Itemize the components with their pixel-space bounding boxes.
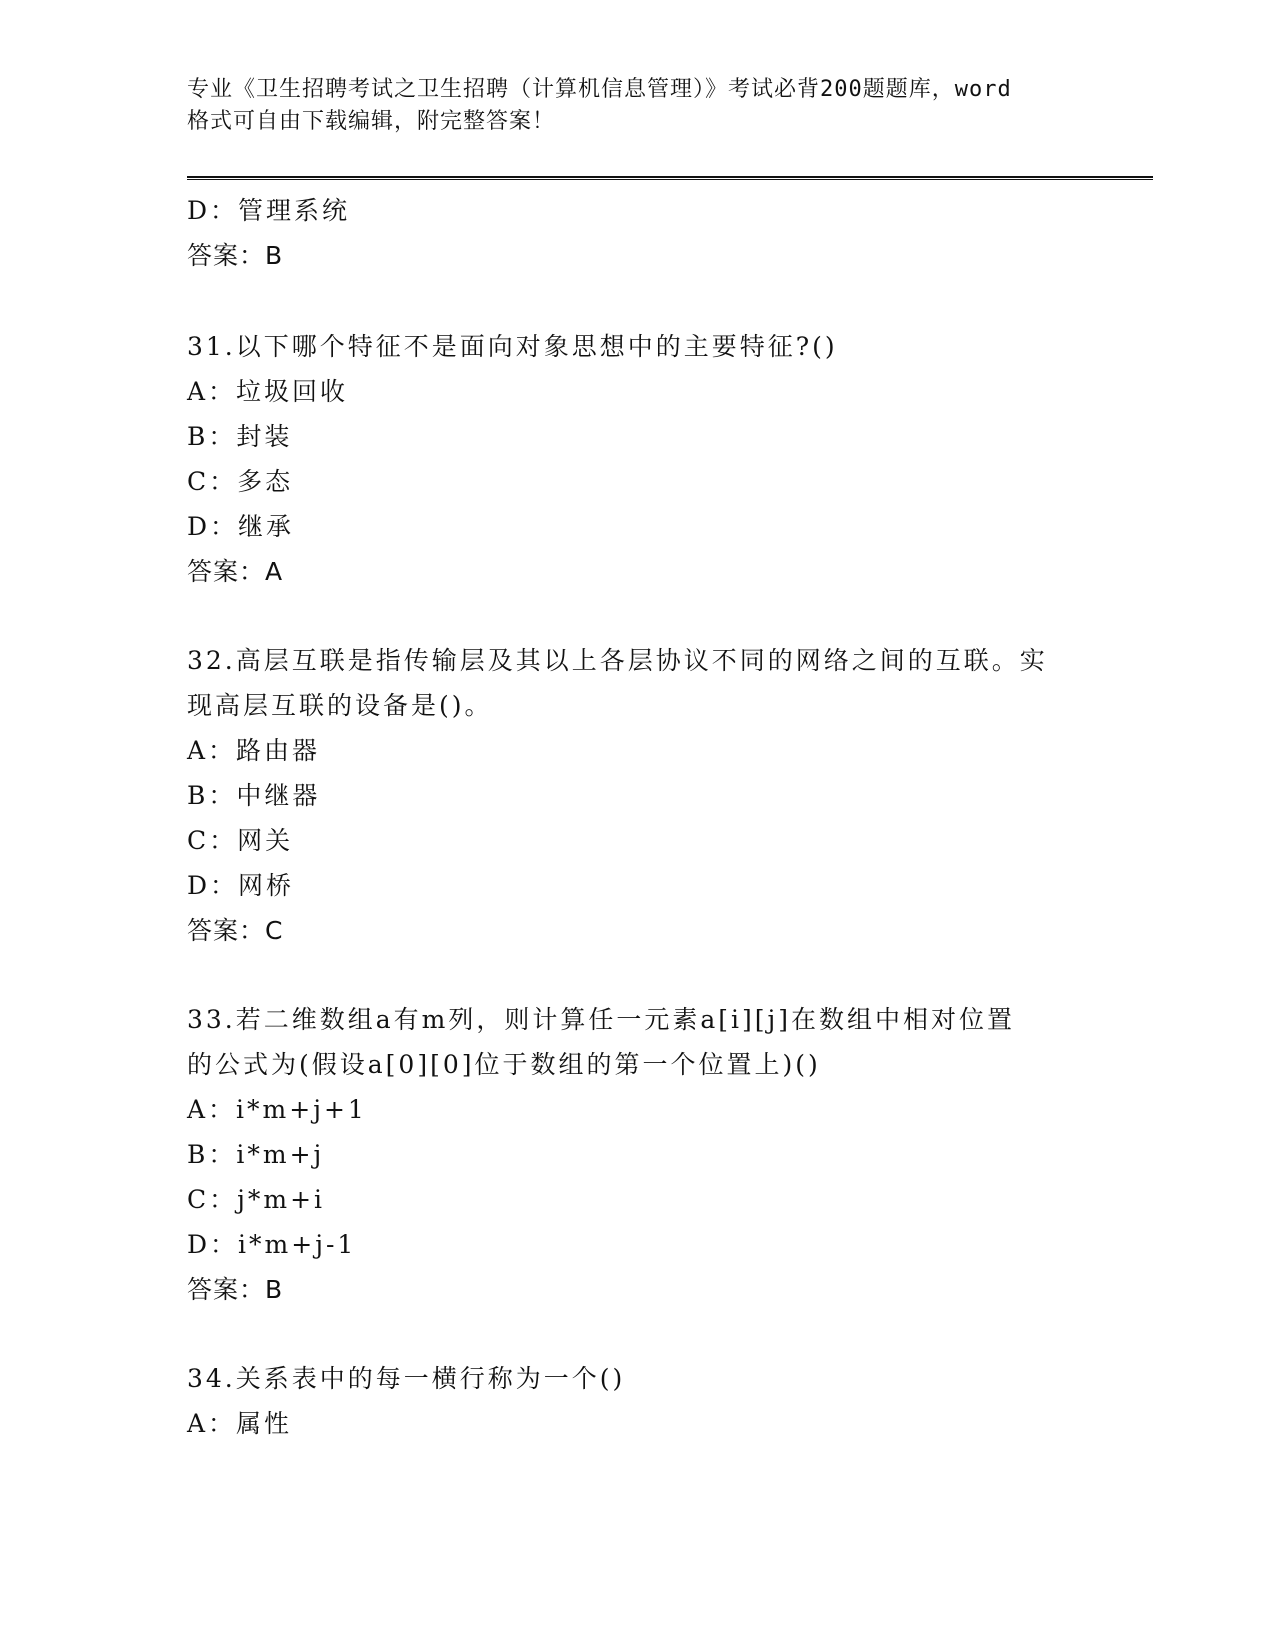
question-33	[187, 997, 1087, 1312]
option-line: C：网关	[187, 826, 294, 855]
option-line: B：封装	[187, 422, 293, 451]
option-line: A：属性	[187, 1409, 293, 1438]
question-stem: 33.若二维数组a有m列，则计算任一元素a[i][j]在数组中相对位置	[187, 1005, 1016, 1034]
answer-line: 答案：B	[187, 1275, 284, 1304]
question-32	[187, 638, 1087, 953]
question-31	[187, 324, 1087, 594]
document-header	[187, 74, 1087, 138]
header-title-line2: 格式可自由下载编辑，附完整答案！	[187, 109, 556, 134]
option-line: B：中继器	[187, 781, 321, 810]
option-line: D：i*m+j-1	[187, 1230, 357, 1259]
option-line: D：管理系统	[187, 196, 351, 225]
question-stem: 34.关系表中的每一横行称为一个()	[187, 1364, 626, 1393]
question-stem: 31.以下哪个特征不是面向对象思想中的主要特征?()	[187, 332, 838, 361]
option-line: A：路由器	[187, 736, 321, 765]
option-line: C：j*m+i	[187, 1185, 326, 1214]
answer-line: 答案：B	[187, 241, 284, 270]
question-stem: 32.高层互联是指传输层及其以上各层协议不同的网络之间的互联。实	[187, 646, 1048, 675]
option-line: B：i*m+j	[187, 1140, 325, 1169]
header-divider	[187, 176, 1153, 180]
option-line: D：继承	[187, 512, 295, 541]
option-line: A：垃圾回收	[187, 377, 349, 406]
option-line: C：多态	[187, 467, 294, 496]
document-body	[187, 188, 1087, 1446]
answer-line: 答案：A	[187, 557, 284, 586]
option-line: D：网桥	[187, 871, 295, 900]
question-stem-continued: 现高层互联的设备是()。	[187, 691, 493, 720]
question-34	[187, 1356, 1087, 1446]
header-title-line1: 专业《卫生招聘考试之卫生招聘（计算机信息管理）》考试必背200题题库，word	[187, 77, 1012, 102]
answer-line: 答案：C	[187, 916, 284, 945]
option-line: A：i*m+j+1	[187, 1095, 367, 1124]
question-stem-continued: 的公式为(假设a[0][0]位于数组的第一个位置上)()	[187, 1050, 821, 1079]
